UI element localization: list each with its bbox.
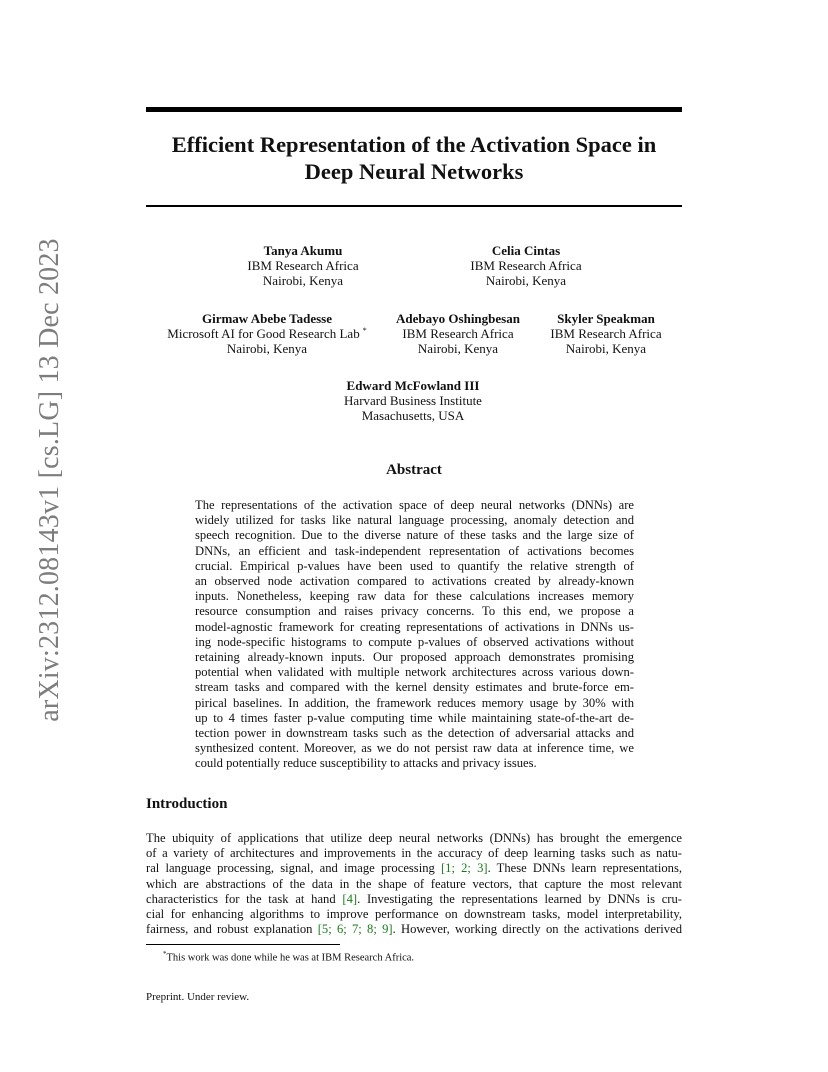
intro-text: fairness, and robust explanation: [146, 922, 318, 937]
title-line-1: Efficient Representation of the Activation Space in: [171, 132, 657, 157]
abstract-line: resource consumption and raises privacy concerns. To this end, we propose a: [195, 604, 634, 619]
intro-text: . These DNNs learn representations,: [487, 861, 682, 876]
abstract-line: could potentially reduce susceptibility to attacks and privacy issues.: [195, 756, 537, 771]
author-name: Edward McFowland III: [346, 378, 480, 393]
citation-link[interactable]: [4]: [342, 891, 358, 906]
footnote-mark: *: [362, 325, 367, 335]
author-affiliation: IBM Research Africa: [470, 258, 582, 273]
citation-link[interactable]: [1; 2; 3]: [440, 861, 488, 876]
intro-text: . Investigating the representations learned by DNNs is cru-: [357, 891, 682, 906]
paper-title: [146, 131, 682, 185]
author-affiliation: Harvard Business Institute: [344, 393, 482, 408]
citation-link[interactable]: [5; 6; 7; 8; 9]: [317, 922, 393, 937]
title-bottom-rule: [146, 205, 682, 207]
title-top-rule: [146, 107, 682, 112]
author-location: Nairobi, Kenya: [485, 273, 567, 288]
author-block: [446, 243, 606, 288]
abstract-line: speech recognition. Due to the diverse nature of these tasks and the large size of: [195, 528, 634, 543]
abstract-line: widely utilized for tasks like natural language processing, anomaly detection and: [195, 513, 634, 528]
abstract-line: potential when validated with multiple network architectures across various down-: [195, 665, 634, 680]
abstract-line: an observed node activation compared to activations created by already-known: [195, 574, 634, 589]
intro-text: characteristics for the task at hand: [146, 891, 343, 906]
author-affiliation: IBM Research Africa: [247, 258, 359, 273]
intro-line: The ubiquity of applications that utilize deep neural networks (DNNs) has brought the emergence: [146, 831, 682, 845]
author-name: Adebayo Oshingbesan: [396, 311, 520, 326]
abstract-line: synthesized content. Moreover, as we do not persist raw data at inference time, we: [195, 741, 634, 756]
footnote-text: This work was done while he was at IBM Research Africa.: [166, 952, 415, 964]
footnote-mark: *: [163, 950, 167, 958]
author-location: Nairobi, Kenya: [417, 341, 499, 356]
arxiv-stamp: arXiv:2312.08143v1 [cs.LG] 13 Dec 2023: [34, 238, 65, 722]
introduction-heading: Introduction: [146, 796, 228, 812]
author-block: [536, 311, 676, 356]
intro-line: cial for enhancing algorithms to improve performance on downstream tasks, model interpretability,: [146, 907, 682, 922]
author-block: [223, 243, 383, 288]
abstract-line: model-agnostic framework for creating representations of activations in DNNs us-: [195, 619, 634, 634]
title-line-2: Deep Neural Networks: [304, 159, 524, 184]
author-block: [388, 311, 528, 356]
author-affiliation-line: [162, 326, 372, 341]
author-block: [313, 378, 513, 423]
abstract-line: DNNs, an efficient and task-independent representation of activations becomes: [195, 543, 634, 558]
author-name: Skyler Speakman: [557, 311, 655, 326]
abstract-line: ing node-specific histograms to compute p-values of observed activations without: [195, 634, 634, 649]
intro-text: . However, working directly on the activations derived: [392, 922, 682, 937]
introduction-body: [146, 831, 682, 937]
author-affiliation: IBM Research Africa: [402, 326, 514, 341]
author-affiliation: Microsoft AI for Good Research Lab: [167, 326, 360, 341]
author-name: Celia Cintas: [491, 243, 561, 258]
intro-line: [146, 922, 682, 937]
abstract-line: inputs. Nonetheless, keeping raw data for these calculations increases memory: [195, 589, 634, 604]
intro-text: ral language processing, signal, and image processing: [146, 861, 441, 876]
footnote: [163, 950, 414, 964]
author-block: [162, 311, 372, 356]
abstract-line: tection power in downstream tasks such as the detection of adversarial attacks and: [195, 726, 634, 741]
author-affiliation: IBM Research Africa: [550, 326, 662, 341]
intro-line: which are abstractions of the data in the shape of feature vectors, that capture the most relevant: [146, 876, 682, 891]
author-name: Girmaw Abebe Tadesse: [201, 311, 332, 326]
abstract-line: crucial. Empirical p-values have been used to quantify the relative strength of: [195, 558, 634, 573]
author-location: Nairobi, Kenya: [565, 341, 647, 356]
author-location: Nairobi, Kenya: [262, 273, 344, 288]
abstract-line: up to 4 times faster p-value computing time while maintaining state-of-the-art de-: [195, 710, 634, 725]
author-name: Tanya Akumu: [263, 243, 343, 258]
abstract-line: pirical baselines. In addition, the framework reduces memory usage by 30% with: [195, 695, 634, 710]
abstract-heading: Abstract: [386, 462, 442, 478]
intro-line: [146, 892, 682, 907]
abstract-body: [195, 498, 634, 772]
abstract-line: retaining already-known inputs. Our proposed approach demonstrates promising: [195, 650, 634, 665]
intro-line: [146, 861, 682, 876]
author-location: Masachusetts, USA: [361, 408, 465, 423]
abstract-line: The representations of the activation space of deep neural networks (DNNs) are: [195, 498, 634, 512]
footnote-rule: [146, 944, 340, 945]
author-location: Nairobi, Kenya: [226, 341, 308, 356]
intro-line: of a variety of architectures and improvements in the accuracy of deep learning tasks such as natu-: [146, 846, 682, 861]
preprint-note: Preprint. Under review.: [146, 991, 250, 1003]
abstract-line: stream tasks and compared with the kernel density estimates and brute-force em-: [195, 680, 634, 695]
